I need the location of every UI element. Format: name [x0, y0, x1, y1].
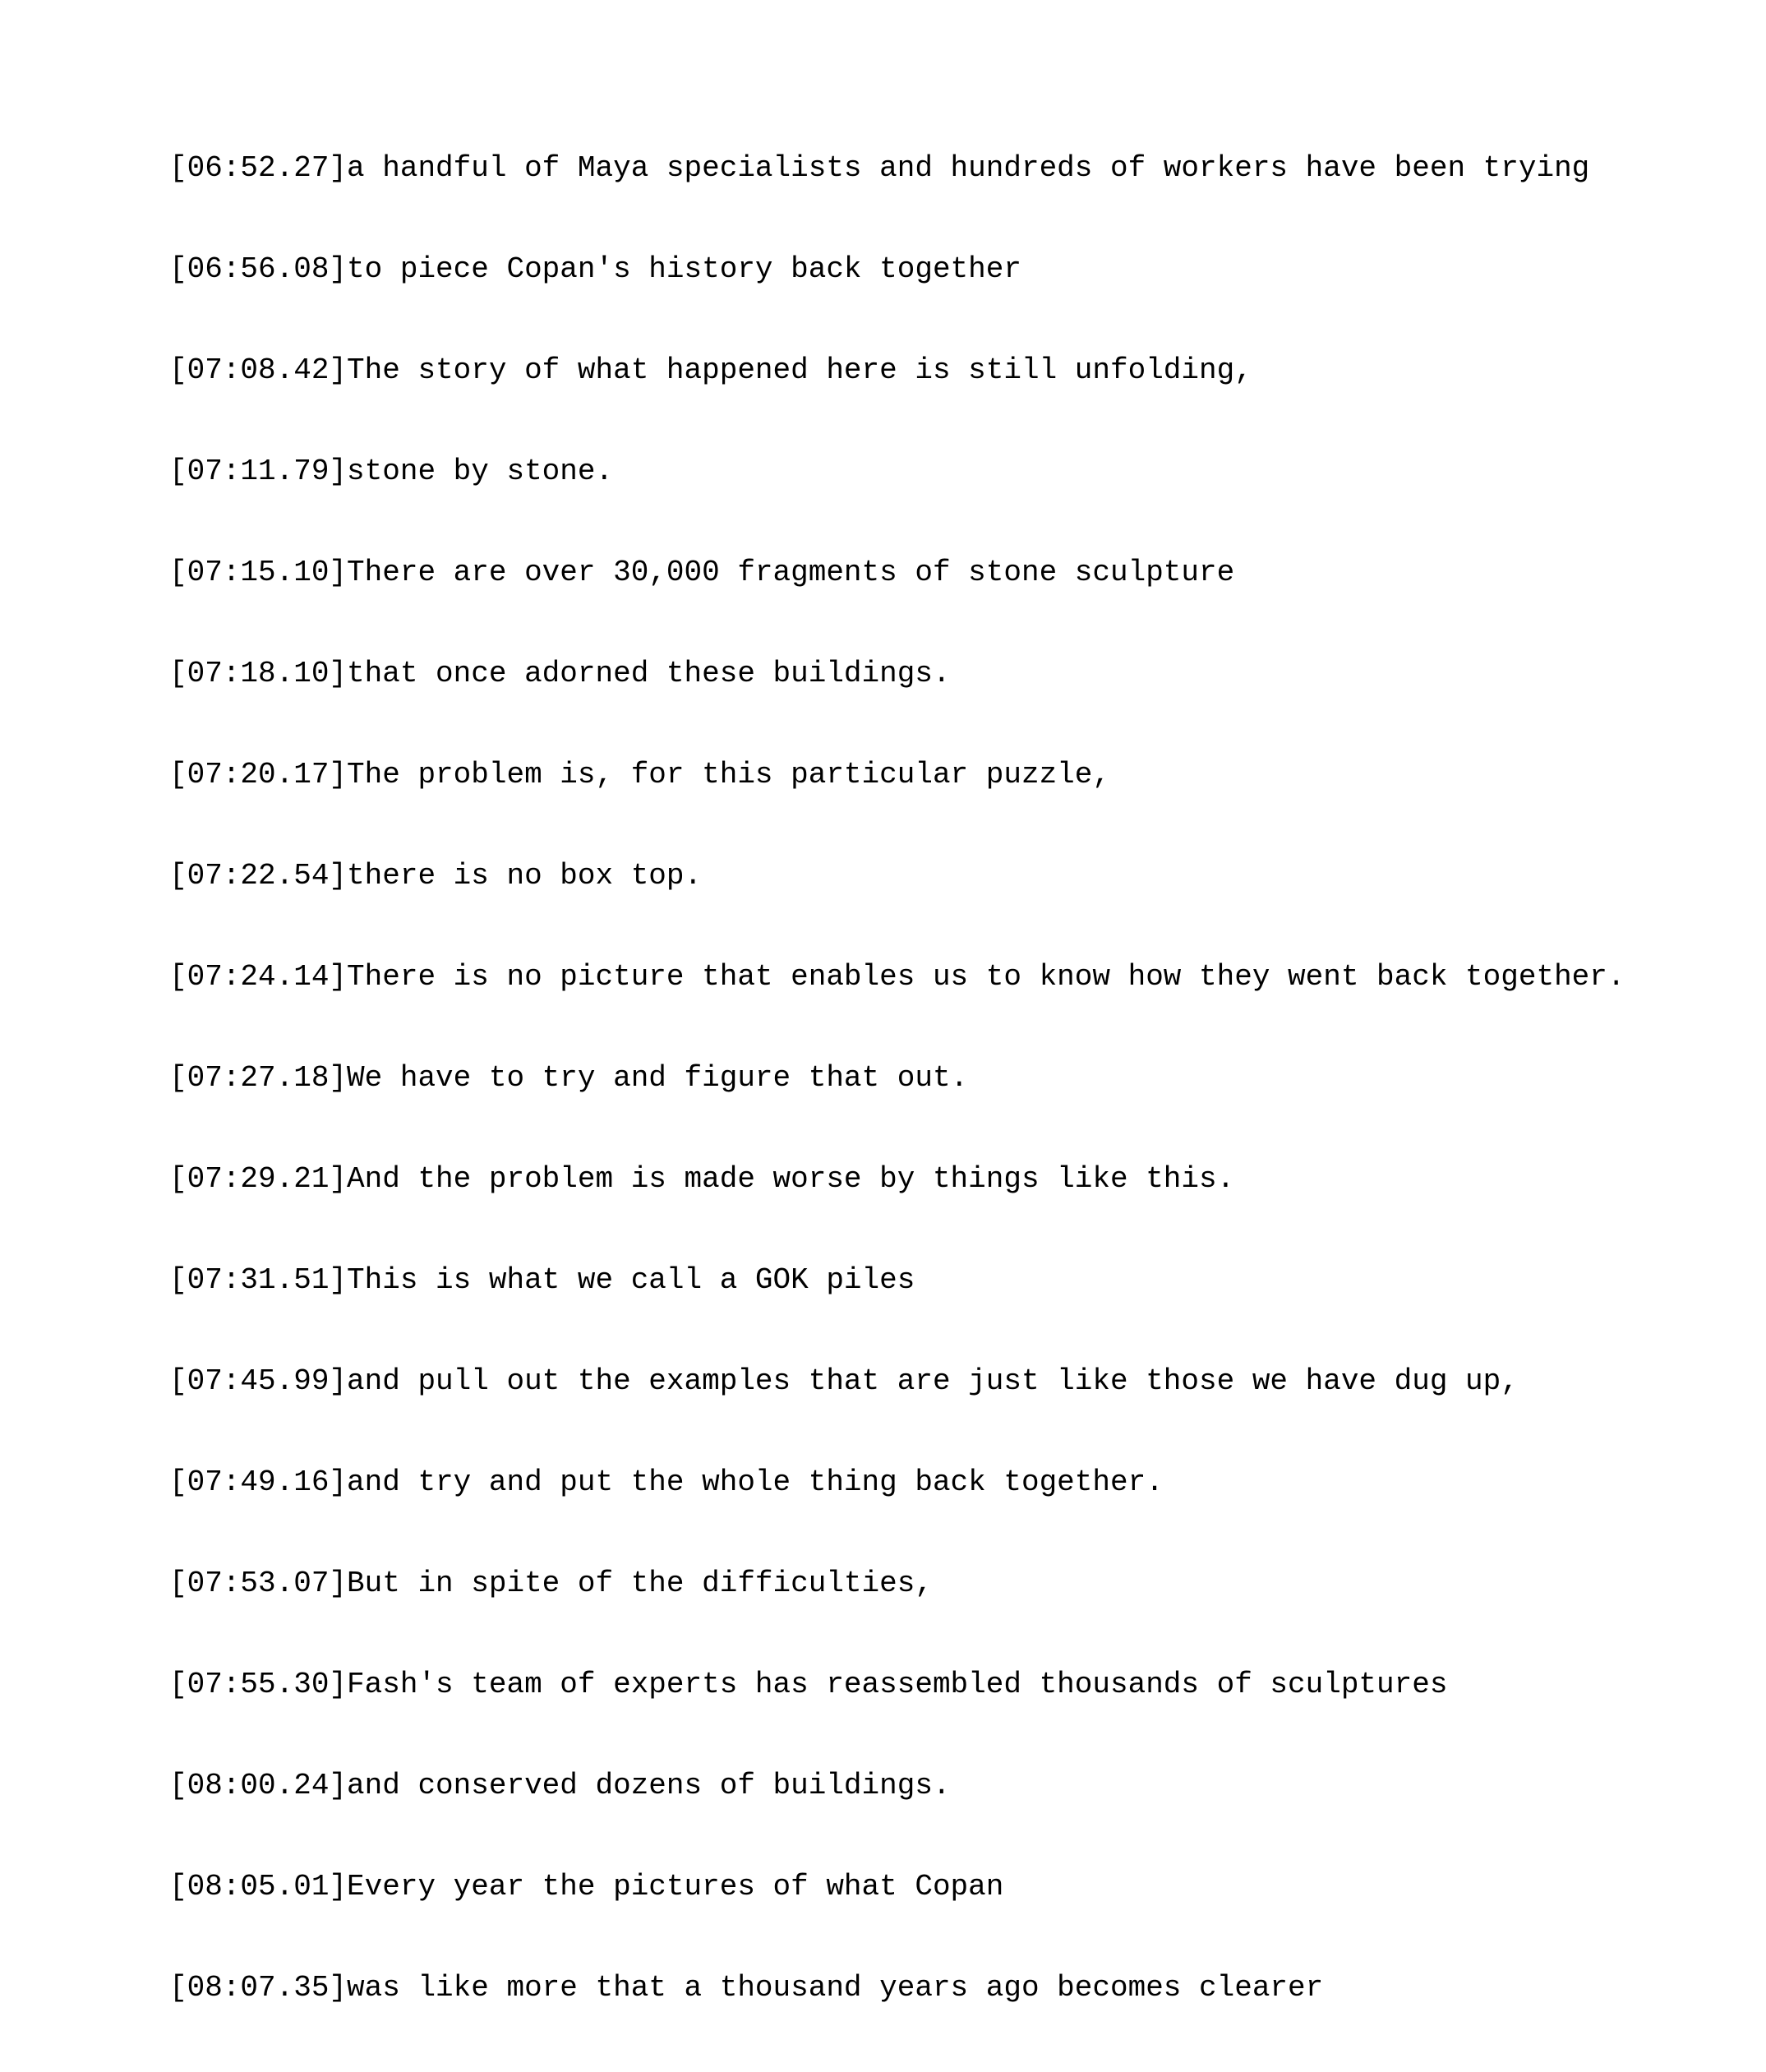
transcript-line: [06:52.27]a handful of Maya specialists and hundreds of workers have been trying [169, 151, 1590, 185]
transcript-line: [08:07.35]was like more that a thousand years ago becomes clearer [169, 1971, 1324, 2005]
transcript-line: [07:11.79]stone by stone. [169, 455, 614, 488]
transcript-line: [08:05.01]Every year the pictures of what Copan [169, 1870, 1004, 1904]
transcript-line: [07:53.07]But in spite of the difficulties, [169, 1567, 933, 1600]
transcript-line: [07:24.14]There is no picture that enables us to know how they went back together. [169, 960, 1625, 994]
transcript-line: [07:31.51]This is what we call a GOK piles [169, 1263, 915, 1297]
transcript-line: [07:29.21]And the problem is made worse by things like this. [169, 1162, 1235, 1196]
transcript-line: [07:49.16]and try and put the whole thing back together. [169, 1465, 1164, 1499]
transcript-line: [07:15.10]There are over 30,000 fragments of stone sculpture [169, 556, 1235, 589]
transcript-line: [07:20.17]The problem is, for this particular puzzle, [169, 758, 1110, 791]
transcript-line: [07:18.10]that once adorned these buildings. [169, 657, 951, 690]
transcript-text [169, 84, 1731, 2072]
transcript-line: [06:56.08]to piece Copan's history back together [169, 252, 1021, 286]
transcript-line: [07:45.99]and pull out the examples that are just like those we have dug up, [169, 1364, 1519, 1398]
transcript-line: [07:08.42]The story of what happened here is still unfolding, [169, 353, 1252, 387]
transcript-line: [07:22.54]there is no box top. [169, 859, 703, 893]
transcript-line: [08:00.24]and conserved dozens of buildings. [169, 1769, 951, 1802]
transcript-line: [07:27.18]We have to try and figure that out. [169, 1061, 969, 1095]
transcript-line: [07:55.30]Fash's team of experts has reassembled thousands of sculptures [169, 1668, 1448, 1701]
